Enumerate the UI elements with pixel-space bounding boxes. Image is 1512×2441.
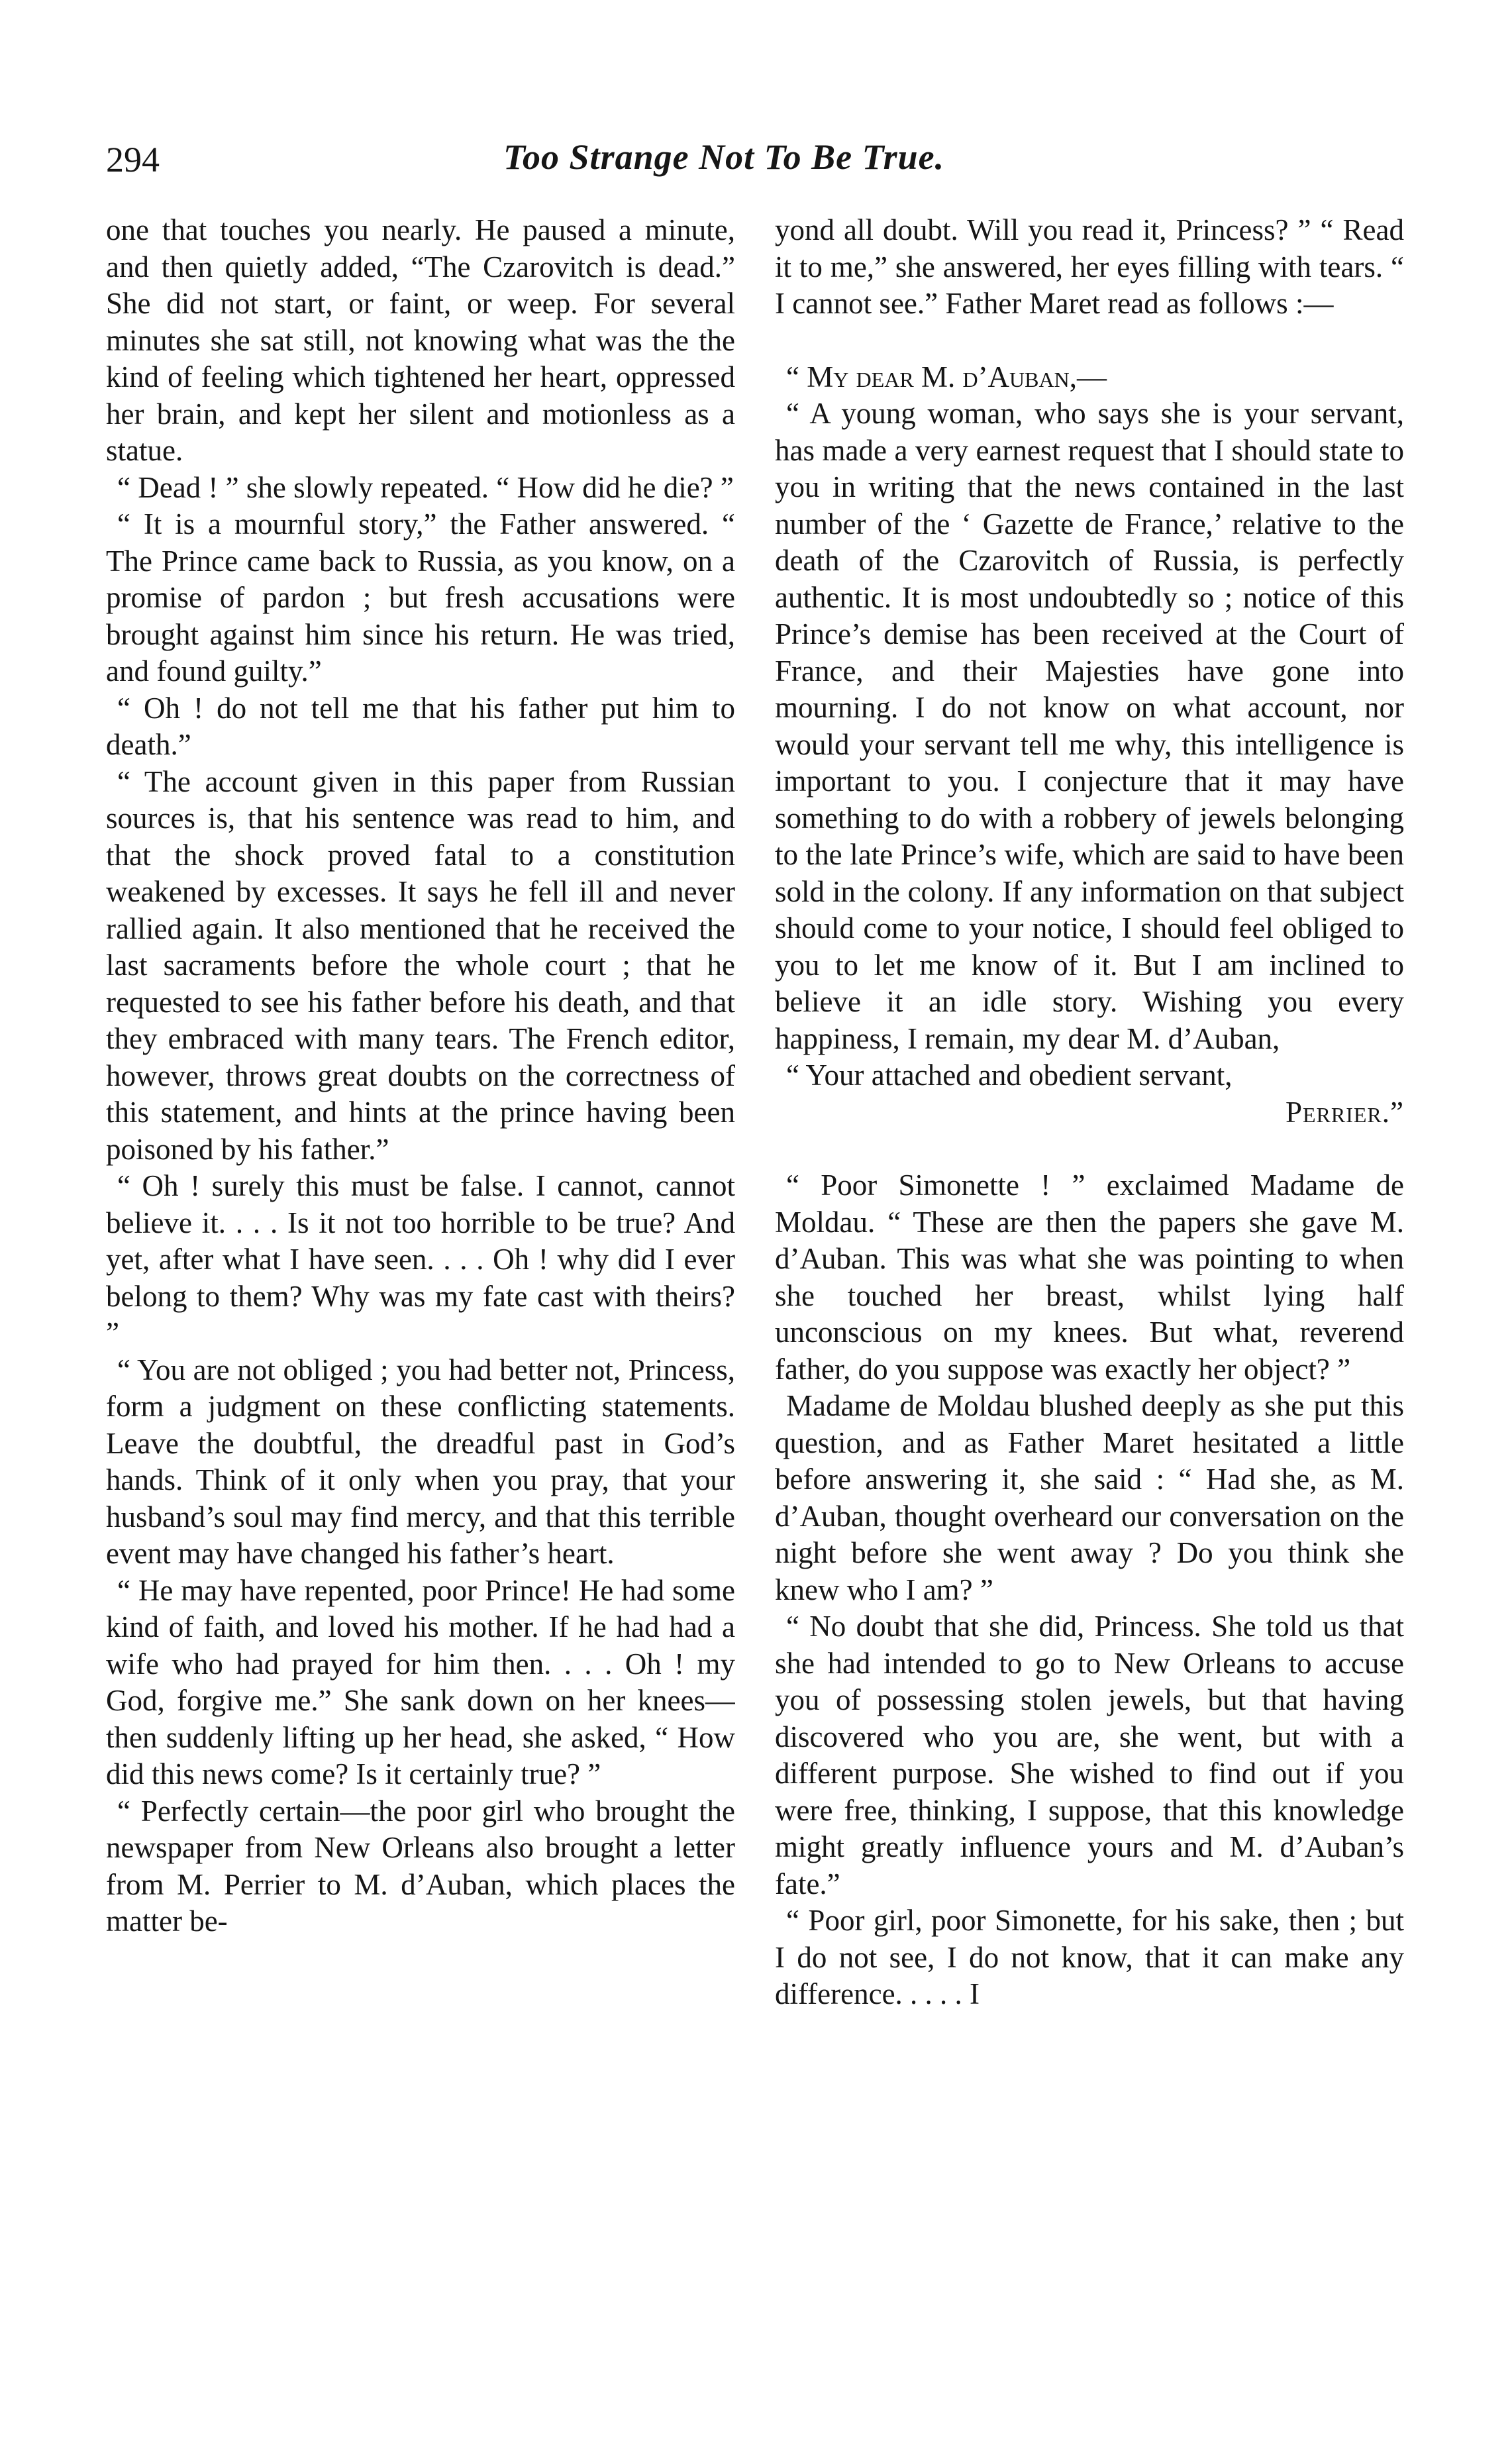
right-column <box>775 212 1404 2398</box>
paragraph: one that touches you nearly. He paused a minute, and then quietly added, “The Czarovitch is dead.” She did not start, or faint, or weep. For several minutes she sat still, not knowing what was the the kind of feeling which tightened her heart, oppressed her brain, and kept her silent and motionless as a statue. <box>106 213 735 467</box>
running-title: Too Strange Not To Be True. <box>503 137 945 177</box>
paragraph: “ He may have repented, poor Prince! He had some kind of faith, and loved his mother. If he had had a wife who had prayed for him then. . . . Oh ! my God, forgive me.” She sank down on her knees—then suddenly lifting up her head, she asked, “ How did this news come? Is it certainly true? ” <box>106 1573 735 1791</box>
paragraph: Madame de Moldau blushed deeply as she put this question, and as Father Maret hesitated a little before answering it, she said : “ Had she, as M. d’Auban, thought overheard our conversation on the night before she went away ? Do you think she knew who I am? ” <box>775 1389 1404 1606</box>
paragraph: “ Oh ! surely this must be false. I cannot, cannot believe it. . . . Is it not too horrible to be true? And yet, after what I have seen. . . . Oh ! why did I ever belong to them? Why was my fate cast with theirs? ” <box>106 1169 735 1349</box>
letter-closing: “ Your attached and obedient servant, <box>786 1059 1233 1092</box>
paragraph: “ It is a mournful story,” the Father answered. “ The Prince came back to Russia, as you know, on a promise of pardon ; but fresh accusations were brought against him since his return. He was tried, and found guilty.” <box>106 507 735 688</box>
paragraph: “ You are not obliged ; you had better not, Princess, form a judgment on these conflicting statements. Leave the doubtful, the dreadful past in God’s hands. Think of it only when you pray, that your husband’s soul may find mercy, and that this terrible event may have changed his father’s heart. <box>106 1353 735 1570</box>
paragraph: “ Dead ! ” she slowly repeated. “ How did he die? ” <box>117 470 734 504</box>
letter-signature: Perrier.” <box>1285 1095 1404 1129</box>
letter-salutation: “ My dear M. d’Auban,— <box>786 360 1107 393</box>
left-column <box>106 212 735 2398</box>
paragraph: “ No doubt that she did, Princess. She told us that she had intended to go to New Orleans to accuse you of possessing stolen jewels, but that having discovered who you are, she went, but with a different purpose. She wished to find out if you were free, thinking, I suppose, that this knowledge might greatly influence yours and M. d’Auban’s fate.” <box>775 1610 1404 1900</box>
page-number: 294 <box>106 140 160 180</box>
letter-body: “ A young woman, who says she is your servant, has made a very earnest request that I should state to you in writing that the news contained in the last number of the ‘ Gazette de France,’ relative to the death of the Czarovitch of Russia, is perfectly authentic. It is most undoubtedly so ; notice of this Prince’s demise has been received at the Court of France, and their Majesties have gone into mourning. I do not know on what account, nor would your servant tell me why, this intelligence is important to you. I conjecture that it may have something to do with a robbery of jewels belonging to the late Prince’s wife, which are said to have been sold in the colony. If any information on that subject should come to your notice, I should feel obliged to you to let me know of it. But I am inclined to believe it an idle story. Wishing you every happiness, I remain, my dear M. d’Auban, <box>775 397 1404 1055</box>
paragraph: “ Poor Simonette ! ” exclaimed Madame de Moldau. “ These are then the papers she gave M. d’Auban. This was what she was pointing to when she touched her breast, whilst lying half unconscious on my knees. But what, reverend father, do you suppose was exactly her object? ” <box>775 1169 1404 1386</box>
paragraph: “ Perfectly certain—the poor girl who brought the newspaper from New Orleans also brought a letter from M. Perrier to M. d’Auban, which places the matter be- <box>106 1794 735 1938</box>
paragraph: “ Oh ! do not tell me that his father put him to death.” <box>106 691 735 761</box>
page-header <box>106 132 1404 185</box>
paragraph: “ The account given in this paper from Russian sources is, that his sentence was read to him, and that the shock proved fatal to a constitution weakened by excesses. It says he fell ill and never rallied again. It also mentioned that he received the last sacraments before the whole court ; that he requested to see his father before his death, and that they embraced with many tears. The French editor, however, throws great doubts on the correctness of this statement, and hints at the prince having been poisoned by his father.” <box>106 764 735 1166</box>
paragraph: “ Poor girl, poor Simonette, for his sake, then ; but I do not see, I do not know, that it can make any difference. . . . . I <box>775 1904 1404 2010</box>
paragraph: yond all doubt. Will you read it, Princess? ” “ Read it to me,” she answered, her eyes filling with tears. “ I cannot see.” Father Maret read as follows :— <box>775 213 1404 320</box>
